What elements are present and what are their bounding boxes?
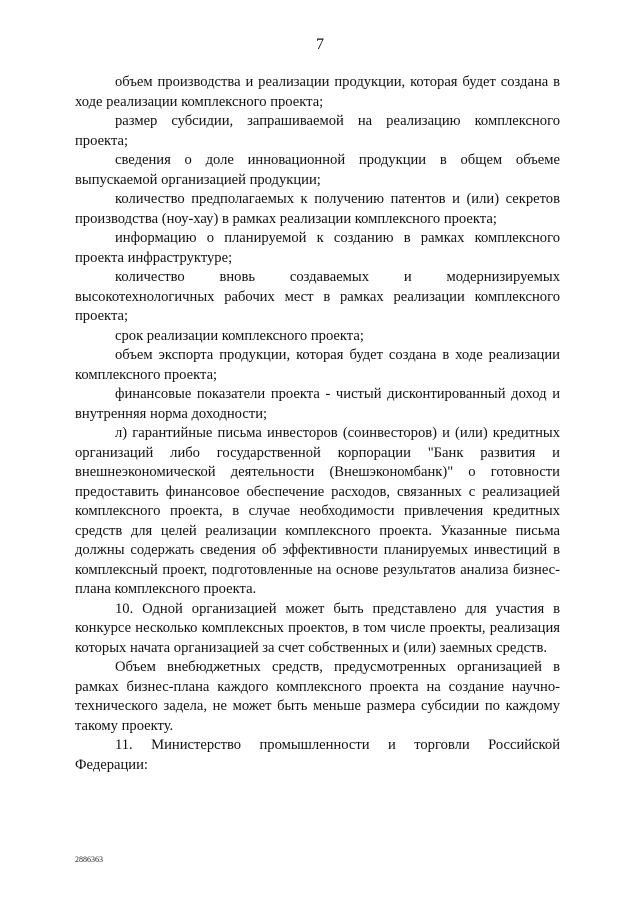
paragraph-export: объем экспорта продукции, которая будет создана в ходе реализации комплексного проекта; [75, 347, 560, 383]
paragraph-subsidy-size: размер субсидии, запрашиваемой на реализацию комплексного проекта; [75, 113, 560, 149]
page-number: 7 [316, 36, 324, 53]
paragraph-production-volume: объем производства и реализации продукции, которая будет создана в ходе реализации комплексного проекта; [75, 74, 560, 110]
document-code: 2886363 [75, 855, 103, 864]
paragraph-guarantee-letters: л) гарантийные письма инвесторов (соинвесторов) и (или) кредитных организаций либо государственной корпорации "Банк развития и внешнеэкономической деятельности (Внешэкономбанк)" о готовности предоставить финансовое обеспечение расходов, связанных с реализацией комплексного проекта, в случае необходимости привлечения кредитных средств для целей реализации комплексного проекта. Указанные письма должны содержать сведения об эффективности планируемых инвестиций в комплексный проект, подготовленные на основе результатов анализа бизнес-плана комплексного проекта. [75, 425, 560, 597]
paragraph-term: срок реализации комплексного проекта; [115, 327, 364, 344]
paragraph-patents: количество предполагаемых к получению патентов и (или) секретов производства (ноу-хау) в рамках реализации комплексного проекта; [75, 191, 560, 227]
paragraph-clause-10: 10. Одной организацией может быть представлено для участия в конкурсе несколько комплексных проектов, в том числе проекты, реализация которых начата организацией за счет собственных и (или) заемных средств. [75, 600, 560, 656]
paragraph-infrastructure: информацию о планируемой к созданию в рамках комплексного проекта инфраструктуре; [75, 230, 560, 266]
paragraph-extrabudgetary: Объем внебюджетных средств, предусмотренных организацией в рамках бизнес-плана каждого комплексного проекта на создание научно-технического задела, не может быть меньше размера субсидии по каждому такому проекту. [75, 659, 560, 734]
paragraph-innovative-share: сведения о доле инновационной продукции в общем объеме выпускаемой организацией продукции; [75, 152, 560, 188]
paragraph-jobs: количество вновь создаваемых и модернизируемых высокотехнологичных рабочих мест в рамках реализации комплексного проекта; [75, 269, 560, 324]
paragraph-clause-11: 11. Министерство промышленности и торговли Российской Федерации: [75, 737, 560, 773]
document-body [75, 73, 560, 775]
paragraph-financial-indicators: финансовые показатели проекта - чистый дисконтированный доход и внутренняя норма доходности; [75, 386, 560, 422]
